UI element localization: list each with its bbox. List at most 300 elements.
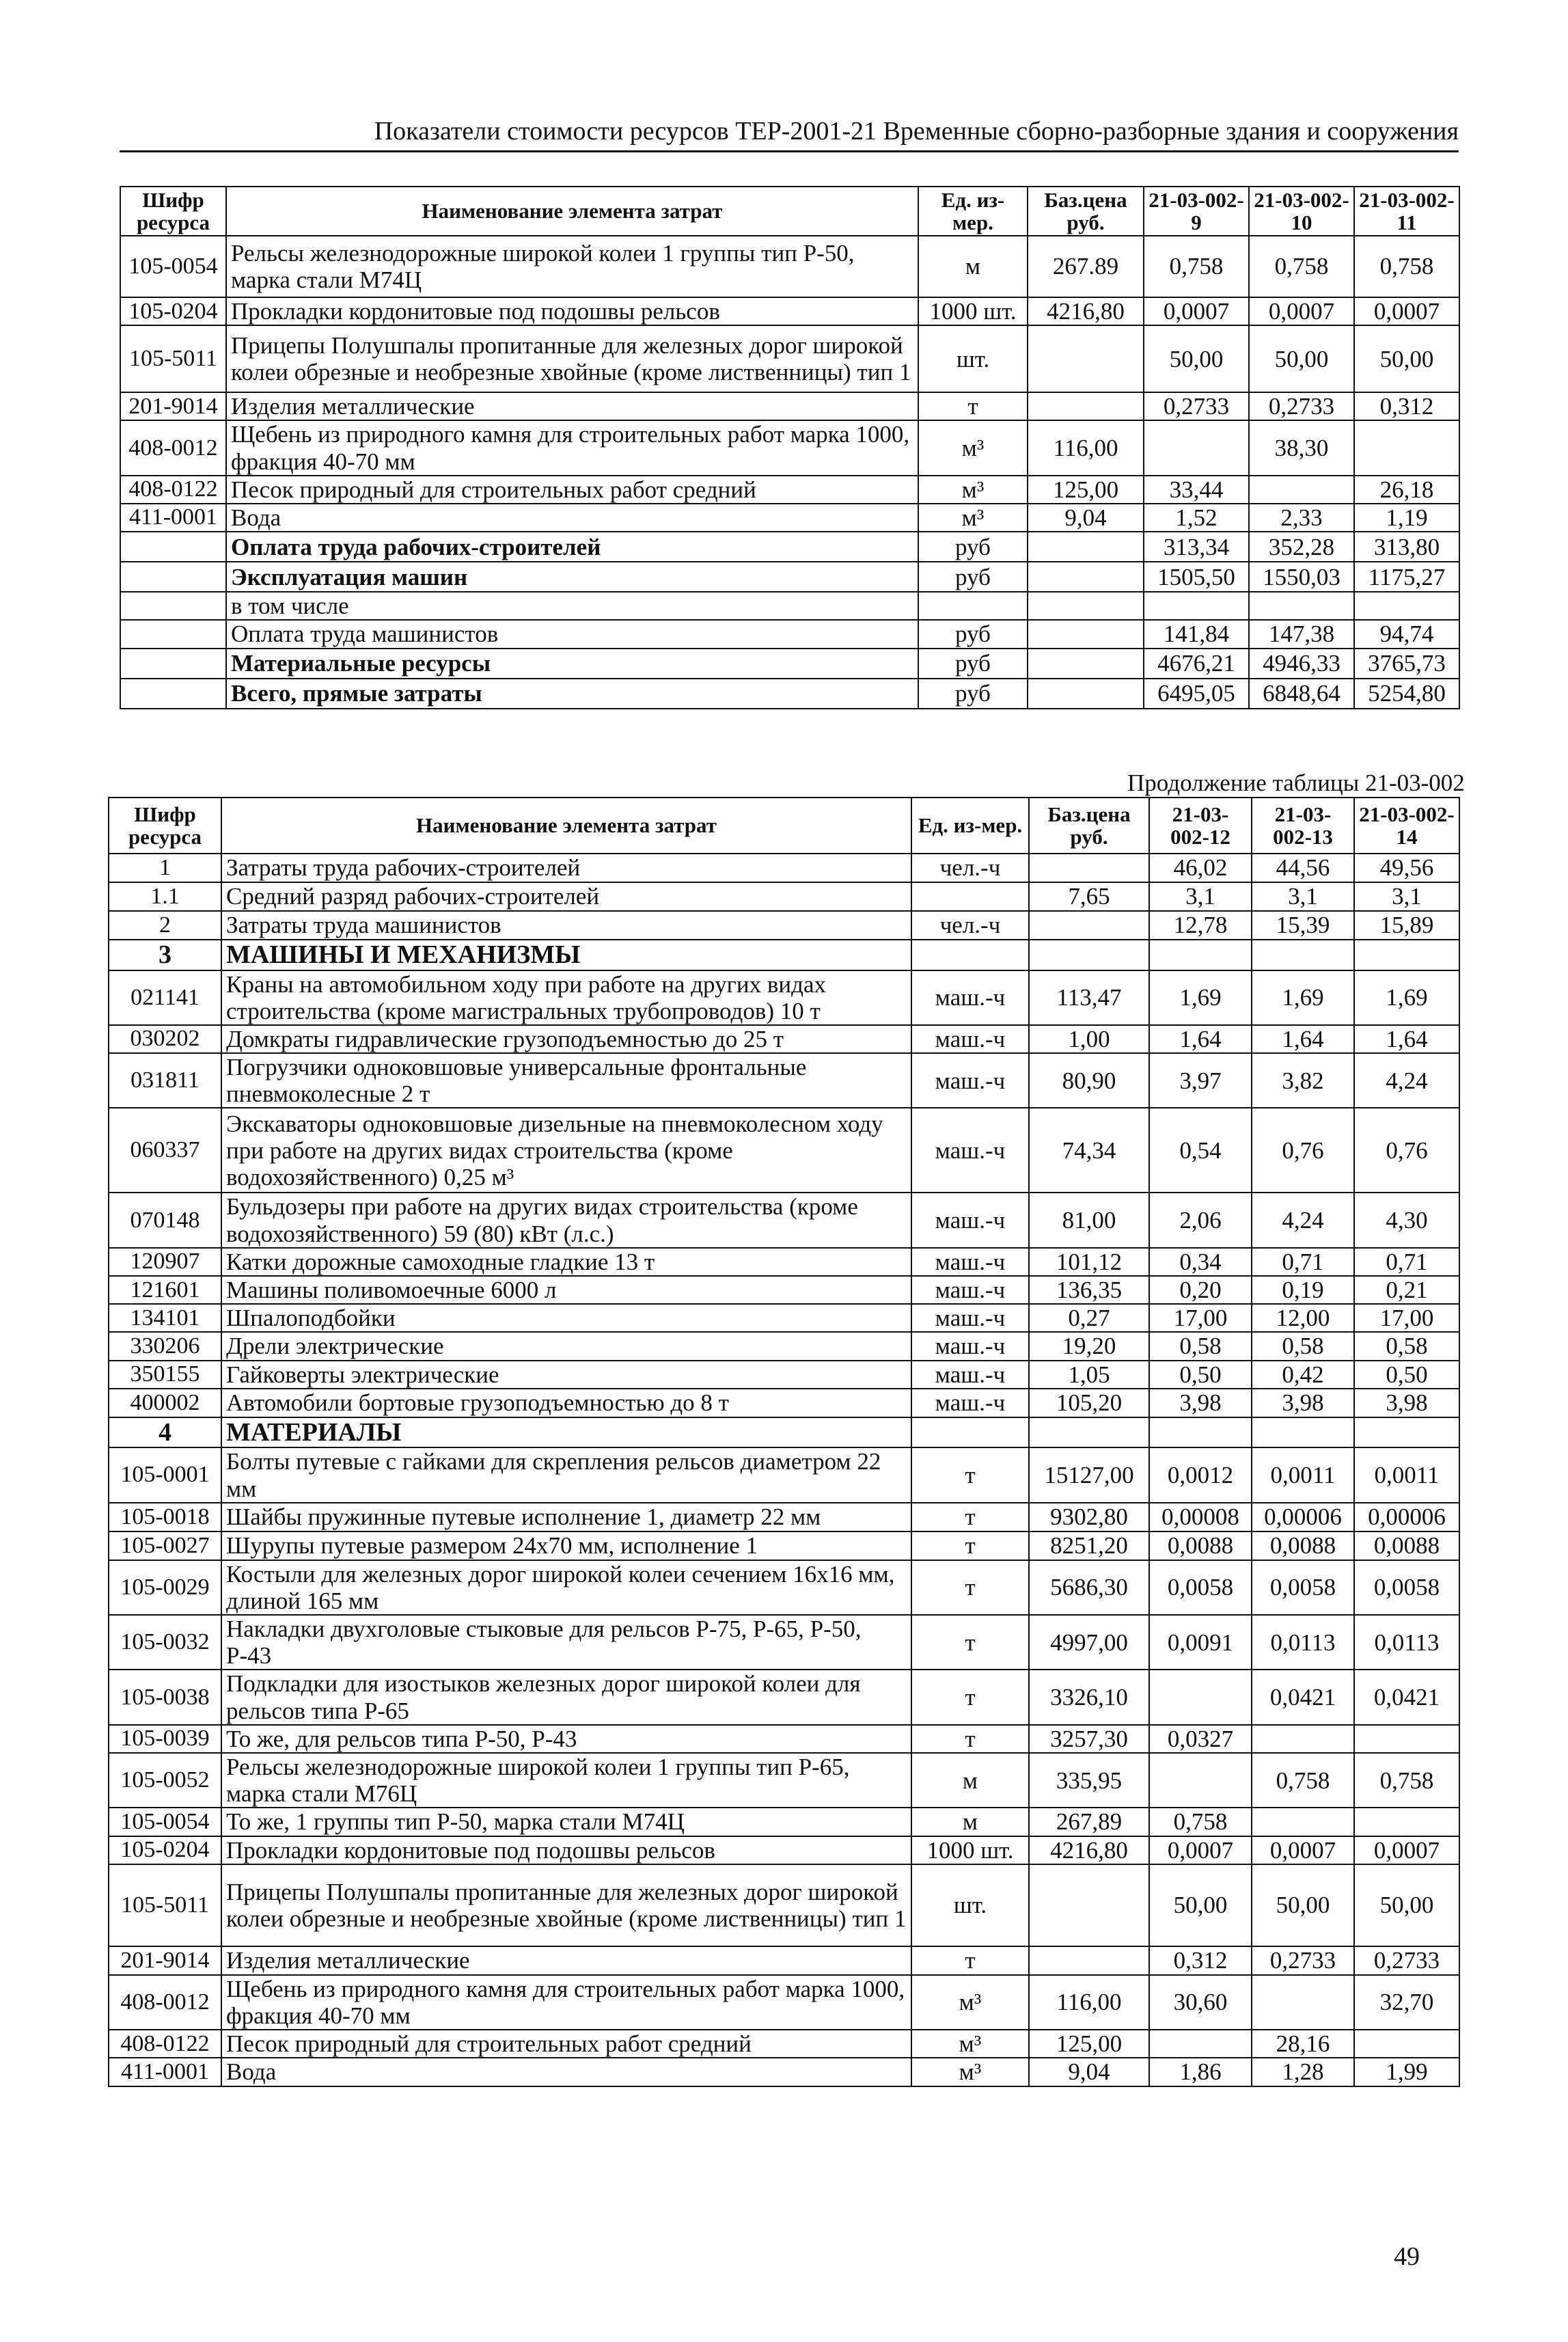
table-row bbox=[120, 504, 1459, 532]
column-header: Наименование элемента затрат bbox=[226, 187, 918, 236]
base-price-cell: 9,04 bbox=[1028, 504, 1144, 532]
value-cell: 0,0007 bbox=[1252, 1836, 1354, 1864]
value-cell: 1175,27 bbox=[1354, 562, 1459, 592]
resource-code-cell: 411-0001 bbox=[120, 504, 226, 532]
unit-cell: 1000 шт. bbox=[918, 297, 1028, 325]
base-price-cell: 4216,80 bbox=[1028, 297, 1144, 325]
value-cell: 1,86 bbox=[1149, 2058, 1252, 2086]
value-cell: 0,0058 bbox=[1252, 1560, 1354, 1615]
value-cell bbox=[1354, 420, 1459, 475]
base-price-cell: 101,12 bbox=[1029, 1248, 1149, 1276]
section-row bbox=[109, 1417, 1459, 1448]
resource-code-cell: 105-0001 bbox=[109, 1447, 221, 1502]
value-cell: 28,16 bbox=[1252, 2030, 1354, 2058]
base-price-cell bbox=[1029, 1946, 1149, 1975]
unit-cell: т bbox=[918, 392, 1028, 420]
value-cell bbox=[1354, 2030, 1459, 2058]
table-header-row bbox=[109, 798, 1459, 854]
table-row bbox=[120, 297, 1459, 325]
value-cell bbox=[1354, 592, 1459, 620]
resource-code-cell: 105-0054 bbox=[109, 1808, 221, 1836]
unit-cell: маш.-ч bbox=[911, 1025, 1029, 1053]
table-row bbox=[109, 1361, 1459, 1389]
table-row bbox=[120, 476, 1459, 504]
unit-cell: маш.-ч bbox=[911, 1361, 1029, 1389]
base-price-cell bbox=[1028, 649, 1144, 679]
resource-code-cell: 105-0032 bbox=[109, 1615, 221, 1670]
value-cell bbox=[1252, 1725, 1354, 1753]
table-row bbox=[120, 420, 1459, 475]
resource-code-cell: 400002 bbox=[109, 1389, 221, 1417]
value-cell: 50,00 bbox=[1144, 325, 1249, 392]
value-cell: 12,78 bbox=[1149, 911, 1252, 940]
value-cell: 0,0007 bbox=[1144, 297, 1249, 325]
item-name-cell: Болты путевые с гайками для скрепления рельсов диаметром 22 мм bbox=[221, 1447, 911, 1502]
resource-code-cell: 105-0029 bbox=[109, 1560, 221, 1615]
column-header: 21-03-002-10 bbox=[1249, 187, 1354, 236]
base-price-cell: 136,35 bbox=[1029, 1276, 1149, 1304]
item-name-cell: Изделия металлические bbox=[221, 1946, 911, 1975]
base-price-cell bbox=[1029, 1864, 1149, 1946]
value-cell: 0,00006 bbox=[1354, 1503, 1459, 1531]
value-cell: 0,2733 bbox=[1249, 392, 1354, 420]
base-price-cell: 74,34 bbox=[1029, 1108, 1149, 1193]
table-row bbox=[120, 679, 1459, 709]
table-row bbox=[109, 1276, 1459, 1304]
value-cell: 0,71 bbox=[1354, 1248, 1459, 1276]
page-header: Показатели стоимости ресурсов ТЕР-2001-21 Временные сборно-разборные здания и сооружения bbox=[120, 116, 1459, 152]
value-cell: 26,18 bbox=[1354, 476, 1459, 504]
value-cell bbox=[1252, 940, 1354, 970]
value-cell: 0,0012 bbox=[1149, 1447, 1252, 1502]
value-cell: 46,02 bbox=[1149, 854, 1252, 882]
column-header: Баз.цена руб. bbox=[1028, 187, 1144, 236]
value-cell: 0,758 bbox=[1354, 236, 1459, 297]
base-price-cell: 3326,10 bbox=[1029, 1670, 1149, 1724]
item-name-cell: Шайбы пружинные путевые исполнение 1, диаметр 22 мм bbox=[221, 1503, 911, 1531]
table-row bbox=[109, 1389, 1459, 1417]
value-cell: 50,00 bbox=[1354, 325, 1459, 392]
table-row bbox=[120, 325, 1459, 392]
unit-cell: т bbox=[911, 1725, 1029, 1753]
resource-code-cell bbox=[120, 592, 226, 620]
value-cell: 0,0327 bbox=[1149, 1725, 1252, 1753]
resource-code-cell: 105-0204 bbox=[109, 1836, 221, 1864]
table-row bbox=[109, 1503, 1459, 1531]
value-cell: 0,0091 bbox=[1149, 1615, 1252, 1670]
item-name-cell: Оплата труда рабочих-строителей bbox=[226, 532, 918, 562]
value-cell bbox=[1149, 1417, 1252, 1448]
value-cell bbox=[1252, 1808, 1354, 1836]
table-row bbox=[109, 1531, 1459, 1560]
resource-code-cell: 134101 bbox=[109, 1304, 221, 1332]
table-row bbox=[109, 1304, 1459, 1332]
value-cell: 0,42 bbox=[1252, 1361, 1354, 1389]
value-cell bbox=[1354, 1808, 1459, 1836]
table-row bbox=[109, 970, 1459, 1025]
resource-code-cell: 105-0027 bbox=[109, 1531, 221, 1560]
value-cell: 4,24 bbox=[1252, 1193, 1354, 1247]
unit-cell: маш.-ч bbox=[911, 1108, 1029, 1193]
value-cell: 1505,50 bbox=[1144, 562, 1249, 592]
resource-code-cell: 3 bbox=[109, 940, 221, 970]
value-cell bbox=[1249, 592, 1354, 620]
base-price-cell: 7,65 bbox=[1029, 882, 1149, 911]
unit-cell: руб bbox=[918, 562, 1028, 592]
table-row bbox=[109, 1053, 1459, 1108]
value-cell: 50,00 bbox=[1354, 1864, 1459, 1946]
value-cell: 0,19 bbox=[1252, 1276, 1354, 1304]
resource-code-cell bbox=[120, 532, 226, 562]
item-name-cell: Эксплуатация машин bbox=[226, 562, 918, 592]
item-name-cell: Шпалоподбойки bbox=[221, 1304, 911, 1332]
value-cell: 3,98 bbox=[1149, 1389, 1252, 1417]
value-cell: 49,56 bbox=[1354, 854, 1459, 882]
unit-cell: маш.-ч bbox=[911, 1304, 1029, 1332]
value-cell: 0,758 bbox=[1149, 1808, 1252, 1836]
item-name-cell: То же, для рельсов типа Р-50, Р-43 bbox=[221, 1725, 911, 1753]
table-header-row bbox=[120, 187, 1459, 236]
value-cell: 12,00 bbox=[1252, 1304, 1354, 1332]
item-name-cell: Шурупы путевые размером 24х70 мм, исполнение 1 bbox=[221, 1531, 911, 1560]
item-name-cell: Вода bbox=[226, 504, 918, 532]
value-cell: 1,99 bbox=[1354, 2058, 1459, 2086]
value-cell: 0,71 bbox=[1252, 1248, 1354, 1276]
value-cell: 0,76 bbox=[1354, 1108, 1459, 1193]
table-row bbox=[109, 1560, 1459, 1615]
base-price-cell: 116,00 bbox=[1028, 420, 1144, 475]
unit-cell: м bbox=[911, 1753, 1029, 1808]
resource-code-cell bbox=[120, 649, 226, 679]
value-cell: 6848,64 bbox=[1249, 679, 1354, 709]
value-cell: 352,28 bbox=[1249, 532, 1354, 562]
value-cell: 0,312 bbox=[1149, 1946, 1252, 1975]
resource-code-cell: 330206 bbox=[109, 1332, 221, 1360]
value-cell: 0,758 bbox=[1249, 236, 1354, 297]
value-cell: 0,312 bbox=[1354, 392, 1459, 420]
value-cell: 2,06 bbox=[1149, 1193, 1252, 1247]
value-cell: 0,20 bbox=[1149, 1276, 1252, 1304]
unit-cell: м³ bbox=[918, 476, 1028, 504]
item-name-cell: Затраты труда рабочих-строителей bbox=[221, 854, 911, 882]
unit-cell bbox=[911, 882, 1029, 911]
column-header: 21-03-002-11 bbox=[1354, 187, 1459, 236]
unit-cell: руб bbox=[918, 649, 1028, 679]
table-row bbox=[109, 1975, 1459, 2030]
base-price-cell: 4216,80 bbox=[1029, 1836, 1149, 1864]
item-name-cell: Прокладки кордонитовые под подошвы рельсов bbox=[221, 1836, 911, 1864]
value-cell: 1,19 bbox=[1354, 504, 1459, 532]
item-name-cell: Домкраты гидравлические грузоподъемностью до 25 т bbox=[221, 1025, 911, 1053]
table-row bbox=[109, 854, 1459, 882]
value-cell: 0,758 bbox=[1354, 1753, 1459, 1808]
base-price-cell: 267.89 bbox=[1028, 236, 1144, 297]
unit-cell: т bbox=[911, 1503, 1029, 1531]
value-cell: 0,758 bbox=[1252, 1753, 1354, 1808]
item-name-cell: в том числе bbox=[226, 592, 918, 620]
value-cell: 0,54 bbox=[1149, 1108, 1252, 1193]
value-cell: 32,70 bbox=[1354, 1975, 1459, 2030]
resource-code-cell: 201-9014 bbox=[120, 392, 226, 420]
value-cell bbox=[1149, 940, 1252, 970]
unit-cell: т bbox=[911, 1946, 1029, 1975]
value-cell: 6495,05 bbox=[1144, 679, 1249, 709]
unit-cell bbox=[911, 1417, 1029, 1448]
value-cell: 3,1 bbox=[1354, 882, 1459, 911]
resource-code-cell: 1.1 bbox=[109, 882, 221, 911]
item-name-cell: Рельсы железнодорожные широкой колеи 1 группы тип Р-50, марка стали М74Ц bbox=[226, 236, 918, 297]
value-cell: 2,33 bbox=[1249, 504, 1354, 532]
value-cell: 0,0007 bbox=[1149, 1836, 1252, 1864]
base-price-cell: 19,20 bbox=[1029, 1332, 1149, 1360]
item-name-cell: Изделия металлические bbox=[226, 392, 918, 420]
resource-code-cell: 105-0018 bbox=[109, 1503, 221, 1531]
item-name-cell: МАШИНЫ И МЕХАНИЗМЫ bbox=[221, 940, 911, 970]
value-cell: 1,69 bbox=[1252, 970, 1354, 1025]
value-cell: 0,21 bbox=[1354, 1276, 1459, 1304]
value-cell: 94,74 bbox=[1354, 620, 1459, 648]
value-cell: 3,1 bbox=[1252, 882, 1354, 911]
base-price-cell bbox=[1029, 854, 1149, 882]
table-row bbox=[109, 1248, 1459, 1276]
base-price-cell bbox=[1029, 1417, 1149, 1448]
resource-table-1 bbox=[120, 186, 1460, 709]
base-price-cell: 335,95 bbox=[1029, 1753, 1149, 1808]
value-cell: 3,1 bbox=[1149, 882, 1252, 911]
value-cell: 50,00 bbox=[1149, 1864, 1252, 1946]
item-name-cell: Средний разряд рабочих-строителей bbox=[221, 882, 911, 911]
value-cell: 0,0088 bbox=[1252, 1531, 1354, 1560]
base-price-cell: 5686,30 bbox=[1029, 1560, 1149, 1615]
unit-cell: т bbox=[911, 1447, 1029, 1502]
unit-cell: т bbox=[911, 1615, 1029, 1670]
table-row bbox=[109, 1753, 1459, 1808]
base-price-cell: 1,05 bbox=[1029, 1361, 1149, 1389]
value-cell: 1,52 bbox=[1144, 504, 1249, 532]
resource-code-cell: 201-9014 bbox=[109, 1946, 221, 1975]
value-cell: 313,80 bbox=[1354, 532, 1459, 562]
value-cell bbox=[1252, 1975, 1354, 2030]
table-row bbox=[109, 1946, 1459, 1975]
resource-code-cell: 408-0012 bbox=[120, 420, 226, 475]
value-cell: 44,56 bbox=[1252, 854, 1354, 882]
resource-code-cell: 121601 bbox=[109, 1276, 221, 1304]
unit-cell: маш.-ч bbox=[911, 1193, 1029, 1247]
resource-code-cell: 105-5011 bbox=[120, 325, 226, 392]
table-row bbox=[109, 1025, 1459, 1053]
unit-cell: чел.-ч bbox=[911, 854, 1029, 882]
resource-code-cell: 4 bbox=[109, 1417, 221, 1448]
value-cell: 0,00006 bbox=[1252, 1503, 1354, 1531]
value-cell: 33,44 bbox=[1144, 476, 1249, 504]
base-price-cell bbox=[1028, 325, 1144, 392]
table-row bbox=[120, 592, 1459, 620]
table-row bbox=[109, 1808, 1459, 1836]
resource-code-cell: 411-0001 bbox=[109, 2058, 221, 2086]
unit-cell: шт. bbox=[918, 325, 1028, 392]
value-cell: 3,98 bbox=[1354, 1389, 1459, 1417]
section-row bbox=[109, 940, 1459, 970]
value-cell: 0,34 bbox=[1149, 1248, 1252, 1276]
value-cell: 4,30 bbox=[1354, 1193, 1459, 1247]
item-name-cell: Бульдозеры при работе на других видах строительства (кроме водохозяйственного) 59 (80) кВт (л.с.) bbox=[221, 1193, 911, 1247]
value-cell: 1,69 bbox=[1354, 970, 1459, 1025]
resource-code-cell: 2 bbox=[109, 911, 221, 940]
value-cell: 0,76 bbox=[1252, 1108, 1354, 1193]
base-price-cell: 116,00 bbox=[1029, 1975, 1149, 2030]
resource-code-cell: 105-0039 bbox=[109, 1725, 221, 1753]
value-cell: 4,24 bbox=[1354, 1053, 1459, 1108]
item-name-cell: Накладки двухголовые стыковые для рельсов Р-75, Р-65, Р-50, Р-43 bbox=[221, 1615, 911, 1670]
table-row bbox=[120, 649, 1459, 679]
table-row bbox=[120, 236, 1459, 297]
value-cell bbox=[1354, 940, 1459, 970]
table-row bbox=[120, 562, 1459, 592]
resource-code-cell: 120907 bbox=[109, 1248, 221, 1276]
resource-code-cell: 408-0122 bbox=[120, 476, 226, 504]
column-header: 21-03-002-12 bbox=[1149, 798, 1252, 854]
base-price-cell bbox=[1028, 532, 1144, 562]
value-cell: 30,60 bbox=[1149, 1975, 1252, 2030]
base-price-cell: 4997,00 bbox=[1029, 1615, 1149, 1670]
value-cell: 1,64 bbox=[1252, 1025, 1354, 1053]
resource-code-cell bbox=[120, 562, 226, 592]
base-price-cell: 105,20 bbox=[1029, 1389, 1149, 1417]
table-row bbox=[120, 620, 1459, 648]
base-price-cell: 81,00 bbox=[1029, 1193, 1149, 1247]
value-cell bbox=[1149, 2030, 1252, 2058]
column-header: Баз.цена руб. bbox=[1029, 798, 1149, 854]
continuation-label: Продолжение таблицы 21-03-002 bbox=[1127, 770, 1465, 796]
item-name-cell: Рельсы железнодорожные широкой колеи 1 группы тип Р-65, марка стали М76Ц bbox=[221, 1753, 911, 1808]
base-price-cell bbox=[1028, 679, 1144, 709]
value-cell bbox=[1149, 1753, 1252, 1808]
base-price-cell: 1,00 bbox=[1029, 1025, 1149, 1053]
value-cell bbox=[1149, 1670, 1252, 1724]
value-cell: 0,0007 bbox=[1249, 297, 1354, 325]
unit-cell: м bbox=[918, 236, 1028, 297]
unit-cell: м bbox=[911, 1808, 1029, 1836]
value-cell: 147,38 bbox=[1249, 620, 1354, 648]
value-cell: 0,0421 bbox=[1252, 1670, 1354, 1724]
table-row bbox=[109, 1615, 1459, 1670]
value-cell: 0,758 bbox=[1144, 236, 1249, 297]
table-row bbox=[109, 1725, 1459, 1753]
base-price-cell: 3257,30 bbox=[1029, 1725, 1149, 1753]
value-cell: 0,0421 bbox=[1354, 1670, 1459, 1724]
base-price-cell bbox=[1029, 911, 1149, 940]
value-cell: 0,0007 bbox=[1354, 297, 1459, 325]
unit-cell: м³ bbox=[911, 2030, 1029, 2058]
base-price-cell: 113,47 bbox=[1029, 970, 1149, 1025]
unit-cell bbox=[911, 940, 1029, 970]
item-name-cell: Дрели электрические bbox=[221, 1332, 911, 1360]
item-name-cell: Подкладки для изостыков железных дорог широкой колеи для рельсов типа Р-65 bbox=[221, 1670, 911, 1724]
unit-cell: руб bbox=[918, 620, 1028, 648]
value-cell: 0,0011 bbox=[1354, 1447, 1459, 1502]
unit-cell: руб bbox=[918, 679, 1028, 709]
value-cell: 3,82 bbox=[1252, 1053, 1354, 1108]
value-cell bbox=[1354, 1725, 1459, 1753]
value-cell: 50,00 bbox=[1252, 1864, 1354, 1946]
unit-cell: м³ bbox=[918, 420, 1028, 475]
value-cell: 0,50 bbox=[1149, 1361, 1252, 1389]
value-cell: 0,58 bbox=[1252, 1332, 1354, 1360]
value-cell: 1,64 bbox=[1149, 1025, 1252, 1053]
unit-cell: т bbox=[911, 1531, 1029, 1560]
unit-cell: руб bbox=[918, 532, 1028, 562]
resource-code-cell: 070148 bbox=[109, 1193, 221, 1247]
value-cell: 0,58 bbox=[1354, 1332, 1459, 1360]
value-cell: 3,98 bbox=[1252, 1389, 1354, 1417]
unit-cell: т bbox=[911, 1670, 1029, 1724]
column-header: 21-03-002-14 bbox=[1354, 798, 1459, 854]
value-cell bbox=[1144, 420, 1249, 475]
item-name-cell: Щебень из природного камня для строительных работ марка 1000, фракция 40-70 мм bbox=[226, 420, 918, 475]
table-row bbox=[120, 392, 1459, 420]
base-price-cell bbox=[1028, 620, 1144, 648]
unit-cell bbox=[918, 592, 1028, 620]
item-name-cell: Прицепы Полушпалы пропитанные для железных дорог широкой колеи обрезные и необрезные хвойные (кроме лиственницы) тип 1 bbox=[226, 325, 918, 392]
item-name-cell: Песок природный для строительных работ средний bbox=[226, 476, 918, 504]
unit-cell: м³ bbox=[911, 2058, 1029, 2086]
unit-cell: маш.-ч bbox=[911, 1332, 1029, 1360]
value-cell bbox=[1144, 592, 1249, 620]
value-cell: 4946,33 bbox=[1249, 649, 1354, 679]
value-cell: 0,0007 bbox=[1354, 1836, 1459, 1864]
table-row bbox=[109, 1332, 1459, 1360]
base-price-cell: 9,04 bbox=[1029, 2058, 1149, 2086]
table-row bbox=[109, 1447, 1459, 1502]
column-header: Шифр ресурса bbox=[109, 798, 221, 854]
value-cell: 15,39 bbox=[1252, 911, 1354, 940]
base-price-cell bbox=[1028, 392, 1144, 420]
base-price-cell: 8251,20 bbox=[1029, 1531, 1149, 1560]
value-cell: 313,34 bbox=[1144, 532, 1249, 562]
resource-code-cell: 105-5011 bbox=[109, 1864, 221, 1946]
value-cell: 5254,80 bbox=[1354, 679, 1459, 709]
value-cell: 0,0058 bbox=[1354, 1560, 1459, 1615]
resource-code-cell: 060337 bbox=[109, 1108, 221, 1193]
item-name-cell: Погрузчики одноковшовые универсальные фронтальные пневмоколесные 2 т bbox=[221, 1053, 911, 1108]
value-cell: 0,0088 bbox=[1149, 1531, 1252, 1560]
column-header: Ед. из-мер. bbox=[911, 798, 1029, 854]
resource-code-cell: 021141 bbox=[109, 970, 221, 1025]
value-cell: 1,28 bbox=[1252, 2058, 1354, 2086]
item-name-cell: Костыли для железных дорог широкой колеи сечением 16х16 мм, длиной 165 мм bbox=[221, 1560, 911, 1615]
base-price-cell: 0,27 bbox=[1029, 1304, 1149, 1332]
item-name-cell: Прокладки кордонитовые под подошвы рельсов bbox=[226, 297, 918, 325]
value-cell: 15,89 bbox=[1354, 911, 1459, 940]
resource-code-cell: 1 bbox=[109, 854, 221, 882]
resource-code-cell: 031811 bbox=[109, 1053, 221, 1108]
item-name-cell: Затраты труда машинистов bbox=[221, 911, 911, 940]
value-cell bbox=[1249, 476, 1354, 504]
base-price-cell: 9302,80 bbox=[1029, 1503, 1149, 1531]
unit-cell: 1000 шт. bbox=[911, 1836, 1029, 1864]
resource-code-cell: 105-0052 bbox=[109, 1753, 221, 1808]
value-cell: 0,0113 bbox=[1252, 1615, 1354, 1670]
unit-cell: шт. bbox=[911, 1864, 1029, 1946]
resource-code-cell: 105-0204 bbox=[120, 297, 226, 325]
table-row bbox=[109, 2058, 1459, 2086]
value-cell: 0,0088 bbox=[1354, 1531, 1459, 1560]
item-name-cell: Вода bbox=[221, 2058, 911, 2086]
base-price-cell: 125,00 bbox=[1029, 2030, 1149, 2058]
column-header: 21-03-002-9 bbox=[1144, 187, 1249, 236]
item-name-cell: МАТЕРИАЛЫ bbox=[221, 1417, 911, 1448]
table-row bbox=[109, 1193, 1459, 1247]
